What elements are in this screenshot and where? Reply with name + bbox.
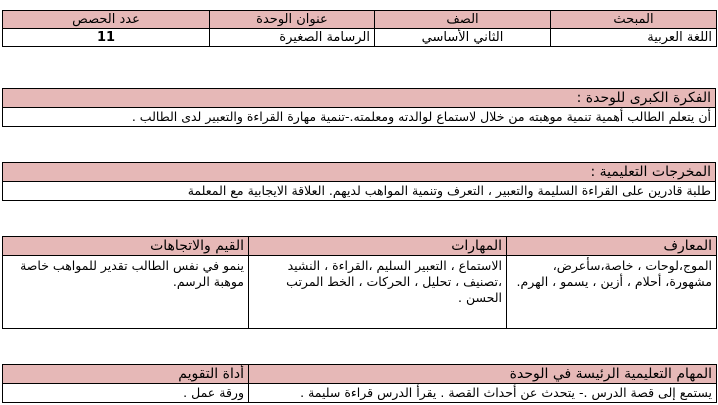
skills-text: الاستماع ، التعبير السليم ،القراءة ، النشيد ،تصنيف ، تحليل ، الحركات ، الخط المرتب الحسن . xyxy=(249,256,507,329)
periods-header: عدد الحصص xyxy=(3,11,210,29)
unit-title-value: الرسامة الصغيرة xyxy=(210,29,375,47)
tasks-table xyxy=(2,364,717,403)
periods-value: 11 xyxy=(3,29,210,47)
knowledge-skills-values-table xyxy=(2,236,717,329)
outcomes-text: طلبة قادرين على القراءة السليمة والتعبير ، التعرف وتنمية المواهب لديهم. العلاقة الايجابية مع المعلمة xyxy=(3,182,716,201)
grade-header: الصف xyxy=(375,11,551,29)
big-idea-table xyxy=(2,88,716,127)
unit-title-header: عنوان الوحدة xyxy=(210,11,375,29)
values-text: ينمو في نفس الطالب تقدير للمواهب خاصة موهبة الرسم. xyxy=(3,256,249,329)
assessment-tool-header: أداة التقويم xyxy=(3,365,249,384)
tasks-header: المهام التعليمية الرئيسة في الوحدة xyxy=(249,365,717,384)
tasks-text: يستمع إلى قصة الدرس .- يتحدث عن أحداث القصة . يقرأ الدرس قراءة سليمة . xyxy=(249,384,717,403)
unit-info-table xyxy=(2,10,717,47)
big-idea-label: الفكرة الكبرى للوحدة : xyxy=(3,89,716,108)
knowledge-text: الموج،لوحات ، خاصة،سأعرض، مشهورة، أحلام ، أزين ، يسمو ، الهرم. xyxy=(507,256,717,329)
big-idea-text: أن يتعلم الطالب أهمية تنمية موهبته من خلال لاستماع لوالدته ومعلمته.-تنمية مهارة القراءة والتعبير لدى الطالب . xyxy=(3,108,716,127)
values-header: القيم والاتجاهات xyxy=(3,237,249,256)
grade-value: الثاني الأساسي xyxy=(375,29,551,47)
subject-header: المبحث xyxy=(551,11,717,29)
knowledge-header: المعارف xyxy=(507,237,717,256)
subject-value: اللغة العربية xyxy=(551,29,717,47)
assessment-tool-text: ورقة عمل . xyxy=(3,384,249,403)
skills-header: المهارات xyxy=(249,237,507,256)
outcomes-table xyxy=(2,162,716,201)
outcomes-label: المخرجات التعليمية : xyxy=(3,163,716,182)
